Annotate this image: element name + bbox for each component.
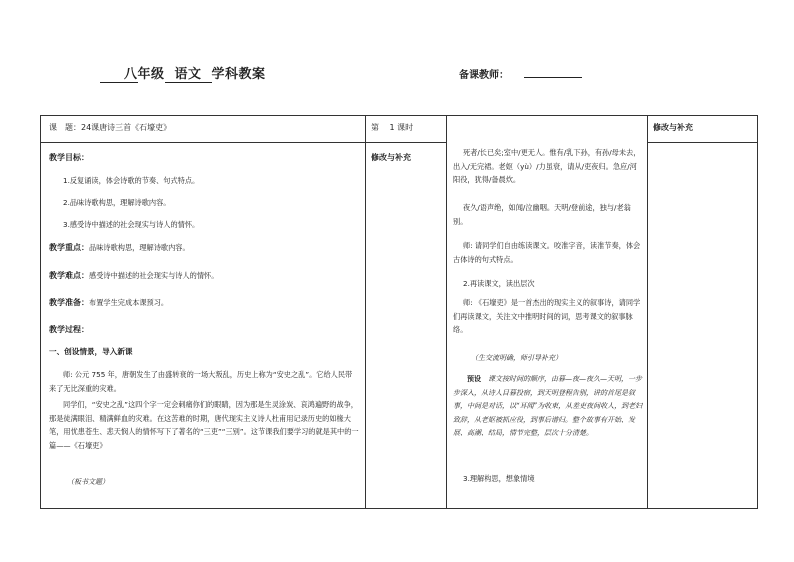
grade-suffix: 年级 [137, 67, 165, 82]
divider [446, 116, 447, 508]
goal-item: 2.品味诗歌构思，理解诗歌内容。 [63, 198, 171, 207]
blank-underline [202, 69, 212, 83]
lesson-title: 24课唐诗三首《石壕吏》 [81, 123, 172, 132]
step1-title: 一、创设情景，导入新课 [49, 347, 133, 356]
intro-paragraph: 同学们，“安史之乱”这四个字一定会刺痛你们的眼睛，因为那是生灵涂炭、哀鸿遍野的战争，那是徒满眼泪、精满鲜血的灾难。在这苦难的时期，唐代现实主义诗人杜甫用记录历史的如椽大笔，用忧患苍生、悲天悯人的情怀写下了著名的“三吏”“三别”。这节课我们要学习的就是其中的一篇——《石壕吏》 [49, 400, 359, 450]
goal-item: 1.反复诵读，体会诗歌的节奏、句式特点。 [63, 176, 200, 185]
key-point [49, 242, 190, 254]
divider [365, 116, 366, 508]
page-header [0, 0, 794, 100]
divider [41, 142, 446, 143]
preset-paragraph [453, 372, 643, 441]
title-suffix: 学科教案 [211, 67, 266, 82]
preset-label: 预设 [467, 374, 481, 383]
teacher-instruction: 师: 请同学们自由练读课文。咬准字音，读准节奏，体会古体诗的句式特点。 [453, 241, 641, 264]
pronunciation-text: 死者/长已矣;室中/更无人。惟有/乳下孙，有孙/母未去，出入/无完裙。老妪（yù）/力虽衰，请从/吏夜归。急应/河阳役，犹得/备晨炊。 [453, 148, 641, 185]
doc-title [100, 63, 266, 83]
step3-title: 3.理解构思，想象情境 [463, 474, 535, 483]
pronunciation-text: 夜久/语声绝，如闻/泣幽咽。天明/登前途，独与/老翁别。 [453, 203, 631, 226]
teacher-input-line[interactable] [524, 77, 582, 78]
blank-underline [100, 69, 124, 83]
goal-item: 3.感受诗中描述的社会现实与诗人的情怀。 [63, 220, 200, 229]
key-text: 品味诗歌构思，理解诗歌内容。 [89, 243, 190, 252]
process-label: 教学过程： [49, 325, 89, 334]
preparation [49, 297, 168, 309]
teacher-instruction: 师: 《石壕吏》是一首杰出的现实主义的叙事诗，请同学们再读课文，关注文中推明时间的词，思考课文的叙事脉络。 [453, 298, 641, 335]
difficulty-text: 感受诗中描述的社会现实与诗人的情怀。 [89, 271, 219, 280]
step2-title: 2.再读课文，读出层次 [463, 279, 535, 288]
subject: 语文 [174, 67, 202, 82]
divider [647, 116, 648, 508]
intro-paragraph: 师: 公元 755 年，唐朝发生了由盛转衰的一场大叛乱，历史上称为“安史之乱”。它给人民带来了无比深重的灾难。 [49, 370, 353, 393]
key-label: 教学重点： [49, 243, 89, 252]
grade: 八 [124, 67, 138, 82]
teacher-label: 备课教师： [459, 70, 509, 81]
preset-text: 课文按时间的顺序，由暮—夜—夜久—天明，一步步深入，从诗人目暮投宿，到天明登程告别，讲的首尾是叙事，中间是对话，以“耳闻”为收束，从差吏夜间收人，到老妇致辞，从老妪被抓应役，到事后谱归。整个故事有开始、发展、高潮、结局，情节完整，层次十分清楚。 [453, 375, 643, 438]
lesson-row [49, 122, 171, 134]
discussion-note: （生交流明确，师引导补充） [471, 354, 562, 362]
lesson-label: 课 题： [49, 123, 81, 132]
revise-label: 修改与补充 [371, 153, 411, 162]
goals-title: 教学目标： [49, 153, 89, 162]
board-note: （板书文题） [67, 478, 109, 486]
period-label: 第 1 课时 [371, 123, 414, 132]
revise-header: 修改与补充 [653, 123, 693, 132]
prep-text: 布置学生完成本课预习。 [89, 298, 169, 307]
prep-label: 教学准备： [49, 298, 89, 307]
blank-underline [165, 69, 175, 83]
difficulty-label: 教学难点： [49, 271, 89, 280]
difficulty-point [49, 270, 218, 282]
divider [647, 142, 758, 143]
lesson-plan-table [40, 115, 758, 509]
